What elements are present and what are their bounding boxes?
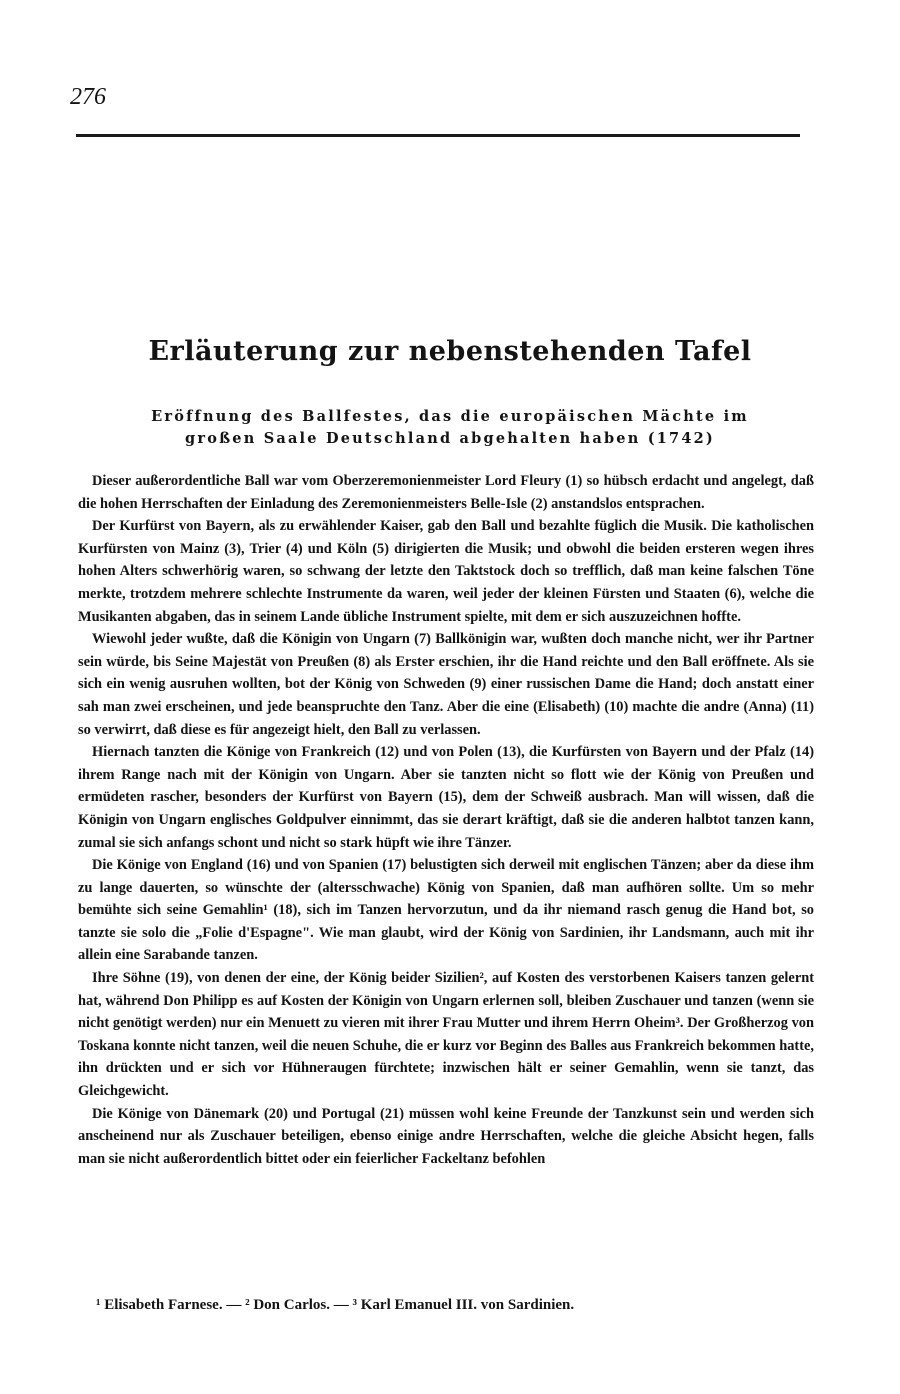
subtitle-line-1: Eröffnung des Ballfestes, das die europäischen Mächte im	[151, 408, 749, 425]
page-title: Erläuterung zur nebenstehenden Tafel	[148, 336, 752, 367]
paragraph-1: Dieser außerordentliche Ball war vom Oberzeremonienmeister Lord Fleury (1) so hübsch erdacht und angelegt, daß die hohen Herrschaften der Einladung des Zeremonienmeisters Belle-Isle (2) anstandslos entsprachen.	[78, 473, 814, 512]
header-rule	[76, 134, 800, 137]
paragraph-2: Der Kurfürst von Bayern, als zu erwählender Kaiser, gab den Ball und bezahlte füglich die Musik. Die katholischen Kurfürsten von Mainz (3), Trier (4) und Köln (5) dirigierten die Musik; und obwohl die beiden ersteren wegen ihres hohen Alters schwerhörig waren, so schwang der letzte den Taktstock doch so trefflich, daß man keine falschen Töne merkte, trotzdem mehrere schlechte Instrumente da waren, weil jeder der kleinen Fürsten und Staaten (6), welche die Musikanten abgaben, das in seinem Lande übliche Instrument spielte, mit dem er sich auszuzeichnen hoffte.	[78, 518, 814, 625]
subtitle-line-2: großen Saale Deutschland abgehalten haben (1742)	[185, 430, 715, 447]
footnote: ¹ Elisabeth Farnese. — ² Don Carlos. — ³ Karl Emanuel III. von Sardinien.	[96, 1297, 575, 1313]
paragraph-5: Die Könige von England (16) und von Spanien (17) belustigten sich derweil mit englischen Tänzen; aber da diese ihm zu lange dauerten, so wünschte der (altersschwache) König von Spanien, daß man aufhören sollte. Um so mehr bemühte sich seine Gemahlin¹ (18), sich im Tanzen hervorzutun, und da ihr niemand rasch genug die Hand bot, so tanzte sie solo die „Folie d'Espagne". Wie man glaubt, wird der König von Sardinien, ihr Landsmann, auch mit ihr allein eine Sarabande tanzen.	[78, 857, 814, 964]
paragraph-6: Ihre Söhne (19), von denen der eine, der König beider Sizilien², auf Kosten des verstorbenen Kaisers tanzen gelernt hat, während Don Philipp es auf Kosten der Königin von Ungarn erlernen soll, bleiben Zuschauer und tanzen (wenn sie nicht genötigt werden) nur ein Menuett zu vieren mit ihrer Frau Mutter und ihrem Herrn Oheim³. Der Großherzog von Toskana konnte nicht tanzen, weil die neuen Schuhe, die er kurz vor Beginn des Balles aus Frankreich bekommen hatte, ihn drückten und er sich vor Hühneraugen fürchtete; inzwischen hält er seiner Gemahlin, wenn sie tanzt, das Gleichgewicht.	[78, 970, 814, 1100]
page-number: 276	[70, 84, 106, 110]
paragraph-7: Die Könige von Dänemark (20) und Portugal (21) müssen wohl keine Freunde der Tanzkunst sein und werden sich anscheinend nur als Zuschauer beteiligen, ebenso einige andre Herrschaften, welche die gleiche Absicht hegen, falls man sie nicht außerordentlich bittet oder ein feierlicher Fackeltanz befohlen	[78, 1105, 814, 1167]
paragraph-3: Wiewohl jeder wußte, daß die Königin von Ungarn (7) Ballkönigin war, wußten doch manche nicht, wer ihr Partner sein würde, bis Seine Majestät von Preußen (8) als Erster erschien, ihr die Hand reichte und den Ball eröffnete. Als sie sich ein wenig ausruhen wollten, bot der König von Schweden (9) einer russischen Dame die Hand; doch anstatt einer sah man zwei erscheinen, und jede beanspruchte den Tanz. Aber die eine (Elisabeth) (10) machte die andre (Anna) (11) so verwirrt, daß diese es für angezeigt hielt, den Ball zu verlassen.	[78, 631, 814, 738]
subtitle	[140, 406, 760, 450]
body-text	[78, 470, 814, 1170]
paragraph-4: Hiernach tanzten die Könige von Frankreich (12) und von Polen (13), die Kurfürsten von Bayern und der Pfalz (14) ihrem Range nach mit der Königin von Ungarn. Aber sie tanzten nicht so flott wie der König von Preußen und ermüdeten rascher, besonders der Kurfürst von Bayern (15), dem der Schweiß ausbrach. Man will wissen, daß die Königin von Ungarn englisches Goldpulver einnimmt, das sie derart kräftigt, daß sie die anderen halbtot tanzen kann, zumal sie sich anfangs schont und nicht so stark hüpft wie ihre Tänzer.	[78, 744, 814, 851]
